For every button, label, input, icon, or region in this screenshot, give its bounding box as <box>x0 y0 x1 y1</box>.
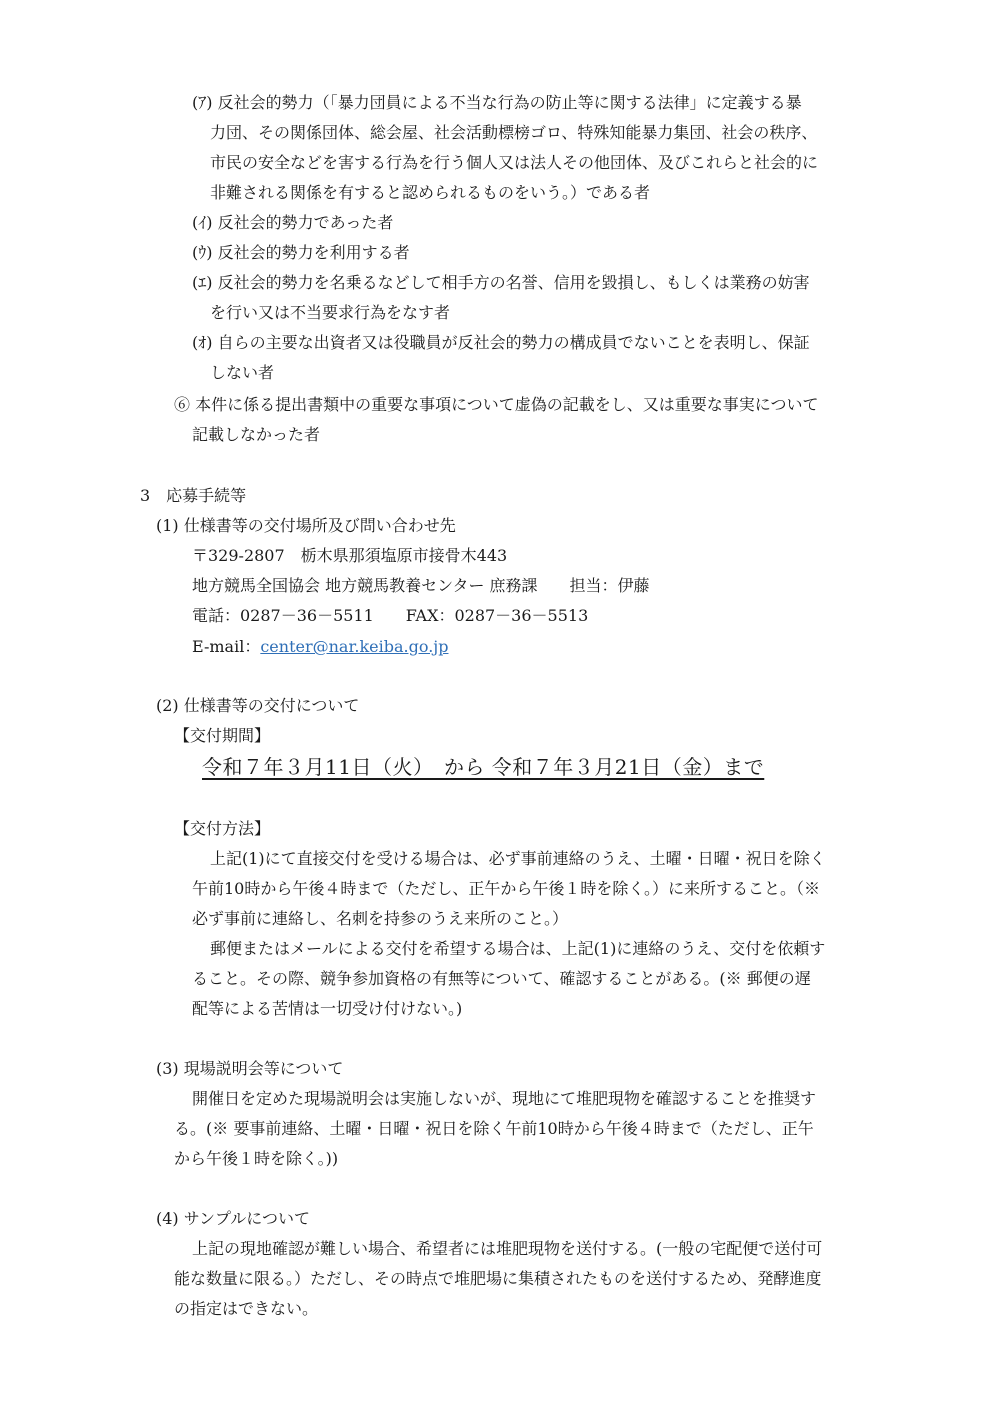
s1-org: 地方競馬全国協会 地方競馬教養センター 庶務課 担当：伊藤 <box>192 576 650 595</box>
s3-line2: る。(※ 要事前連絡、土曜・日曜・祝日を除く午前10時から午後４時まで（ただし、正午 <box>174 1119 814 1138</box>
section3-heading: 3 応募手続等 <box>140 486 247 505</box>
item-i: (ｲ) 反社会的勢力であった者 <box>192 213 394 232</box>
email-link[interactable]: center@nar.keiba.go.jp <box>260 637 449 656</box>
item-e-line1: (ｴ) 反社会的勢力を名乗るなどして相手方の名誉、信用を毀損し、もしくは業務の妨害 <box>192 273 810 292</box>
item-a-line2: 力団、その関係団体、総会屋、社会活動標榜ゴロ、特殊知能暴力集団、社会の秩序、 <box>210 123 818 142</box>
method-line1: 上記(1)にて直接交付を受ける場合は、必ず事前連絡のうえ、土曜・日曜・祝日を除く <box>210 849 826 868</box>
method-line2: 午前10時から午後４時まで（ただし、正午から午後１時を除く。）に来所すること。（※ <box>192 879 821 898</box>
item-o-line1: (ｵ) 自らの主要な出資者又は役職員が反社会的勢力の構成員でないことを表明し、保証 <box>192 333 810 352</box>
s4-line3: の指定はできない。 <box>174 1299 319 1318</box>
s1-address: 〒329-2807 栃木県那須塩原市接骨木443 <box>192 546 508 565</box>
s4-heading: (4) サンプルについて <box>156 1209 310 1228</box>
s1-email-row <box>192 636 448 658</box>
method-line5: ること。その際、競争参加資格の有無等について、確認することがある。(※ 郵便の遅 <box>192 969 811 988</box>
item-e-line2: を行い又は不当要求行為をなす者 <box>210 303 451 322</box>
s3-heading: (3) 現場説明会等について <box>156 1059 344 1078</box>
s1-tel: 電話：0287－36－5511 FAX：0287－36－5513 <box>192 606 589 625</box>
method-line4: 郵便またはメールによる交付を希望する場合は、上記(1)に連絡のうえ、交付を依頼す <box>210 939 826 958</box>
s2-heading: (2) 仕様書等の交付について <box>156 696 360 715</box>
s3-line1: 開催日を定めた現場説明会は実施しないが、現地にて堆肥現物を確認することを推奨す <box>192 1089 817 1108</box>
s4-line1: 上記の現地確認が難しい場合、希望者には堆肥現物を送付する。(一般の宅配便で送付可 <box>192 1239 823 1258</box>
method-line6: 配等による苦情は一切受け付けない。) <box>192 999 463 1018</box>
s3-line3: から午後１時を除く。)) <box>174 1149 339 1168</box>
email-label: E-mail： <box>192 637 261 656</box>
item-a-line1: (ｱ) 反社会的勢力（「暴力団員による不当な行為の防止等に関する法律」に定義する暴 <box>192 93 802 112</box>
method-line3: 必ず事前に連絡し、名刺を持参のうえ来所のこと。） <box>192 909 569 928</box>
s1-heading: (1) 仕様書等の交付場所及び問い合わせ先 <box>156 516 456 535</box>
period-dates: 令和７年３月11日（火） から 令和７年３月21日（金）まで <box>202 755 765 779</box>
item-u: (ｳ) 反社会的勢力を利用する者 <box>192 243 410 262</box>
method-label: 【交付方法】 <box>174 819 271 838</box>
period-label: 【交付期間】 <box>174 726 271 745</box>
item-6-line2: 記載しなかった者 <box>192 425 321 444</box>
item-a-line4: 非難される関係を有すると認められるものをいう。）である者 <box>210 183 651 202</box>
item-o-line2: しない者 <box>210 363 275 382</box>
s4-line2: 能な数量に限る。）ただし、その時点で堆肥場に集積されたものを送付するため、発酵進度 <box>174 1269 822 1288</box>
item-6-line1: ⑥ 本件に係る提出書類中の重要な事項について虚偽の記載をし、又は重要な事実について <box>174 395 819 414</box>
item-a-line3: 市民の安全などを害する行為を行う個人又は法人その他団体、及びこれらと社会的に <box>210 153 819 172</box>
